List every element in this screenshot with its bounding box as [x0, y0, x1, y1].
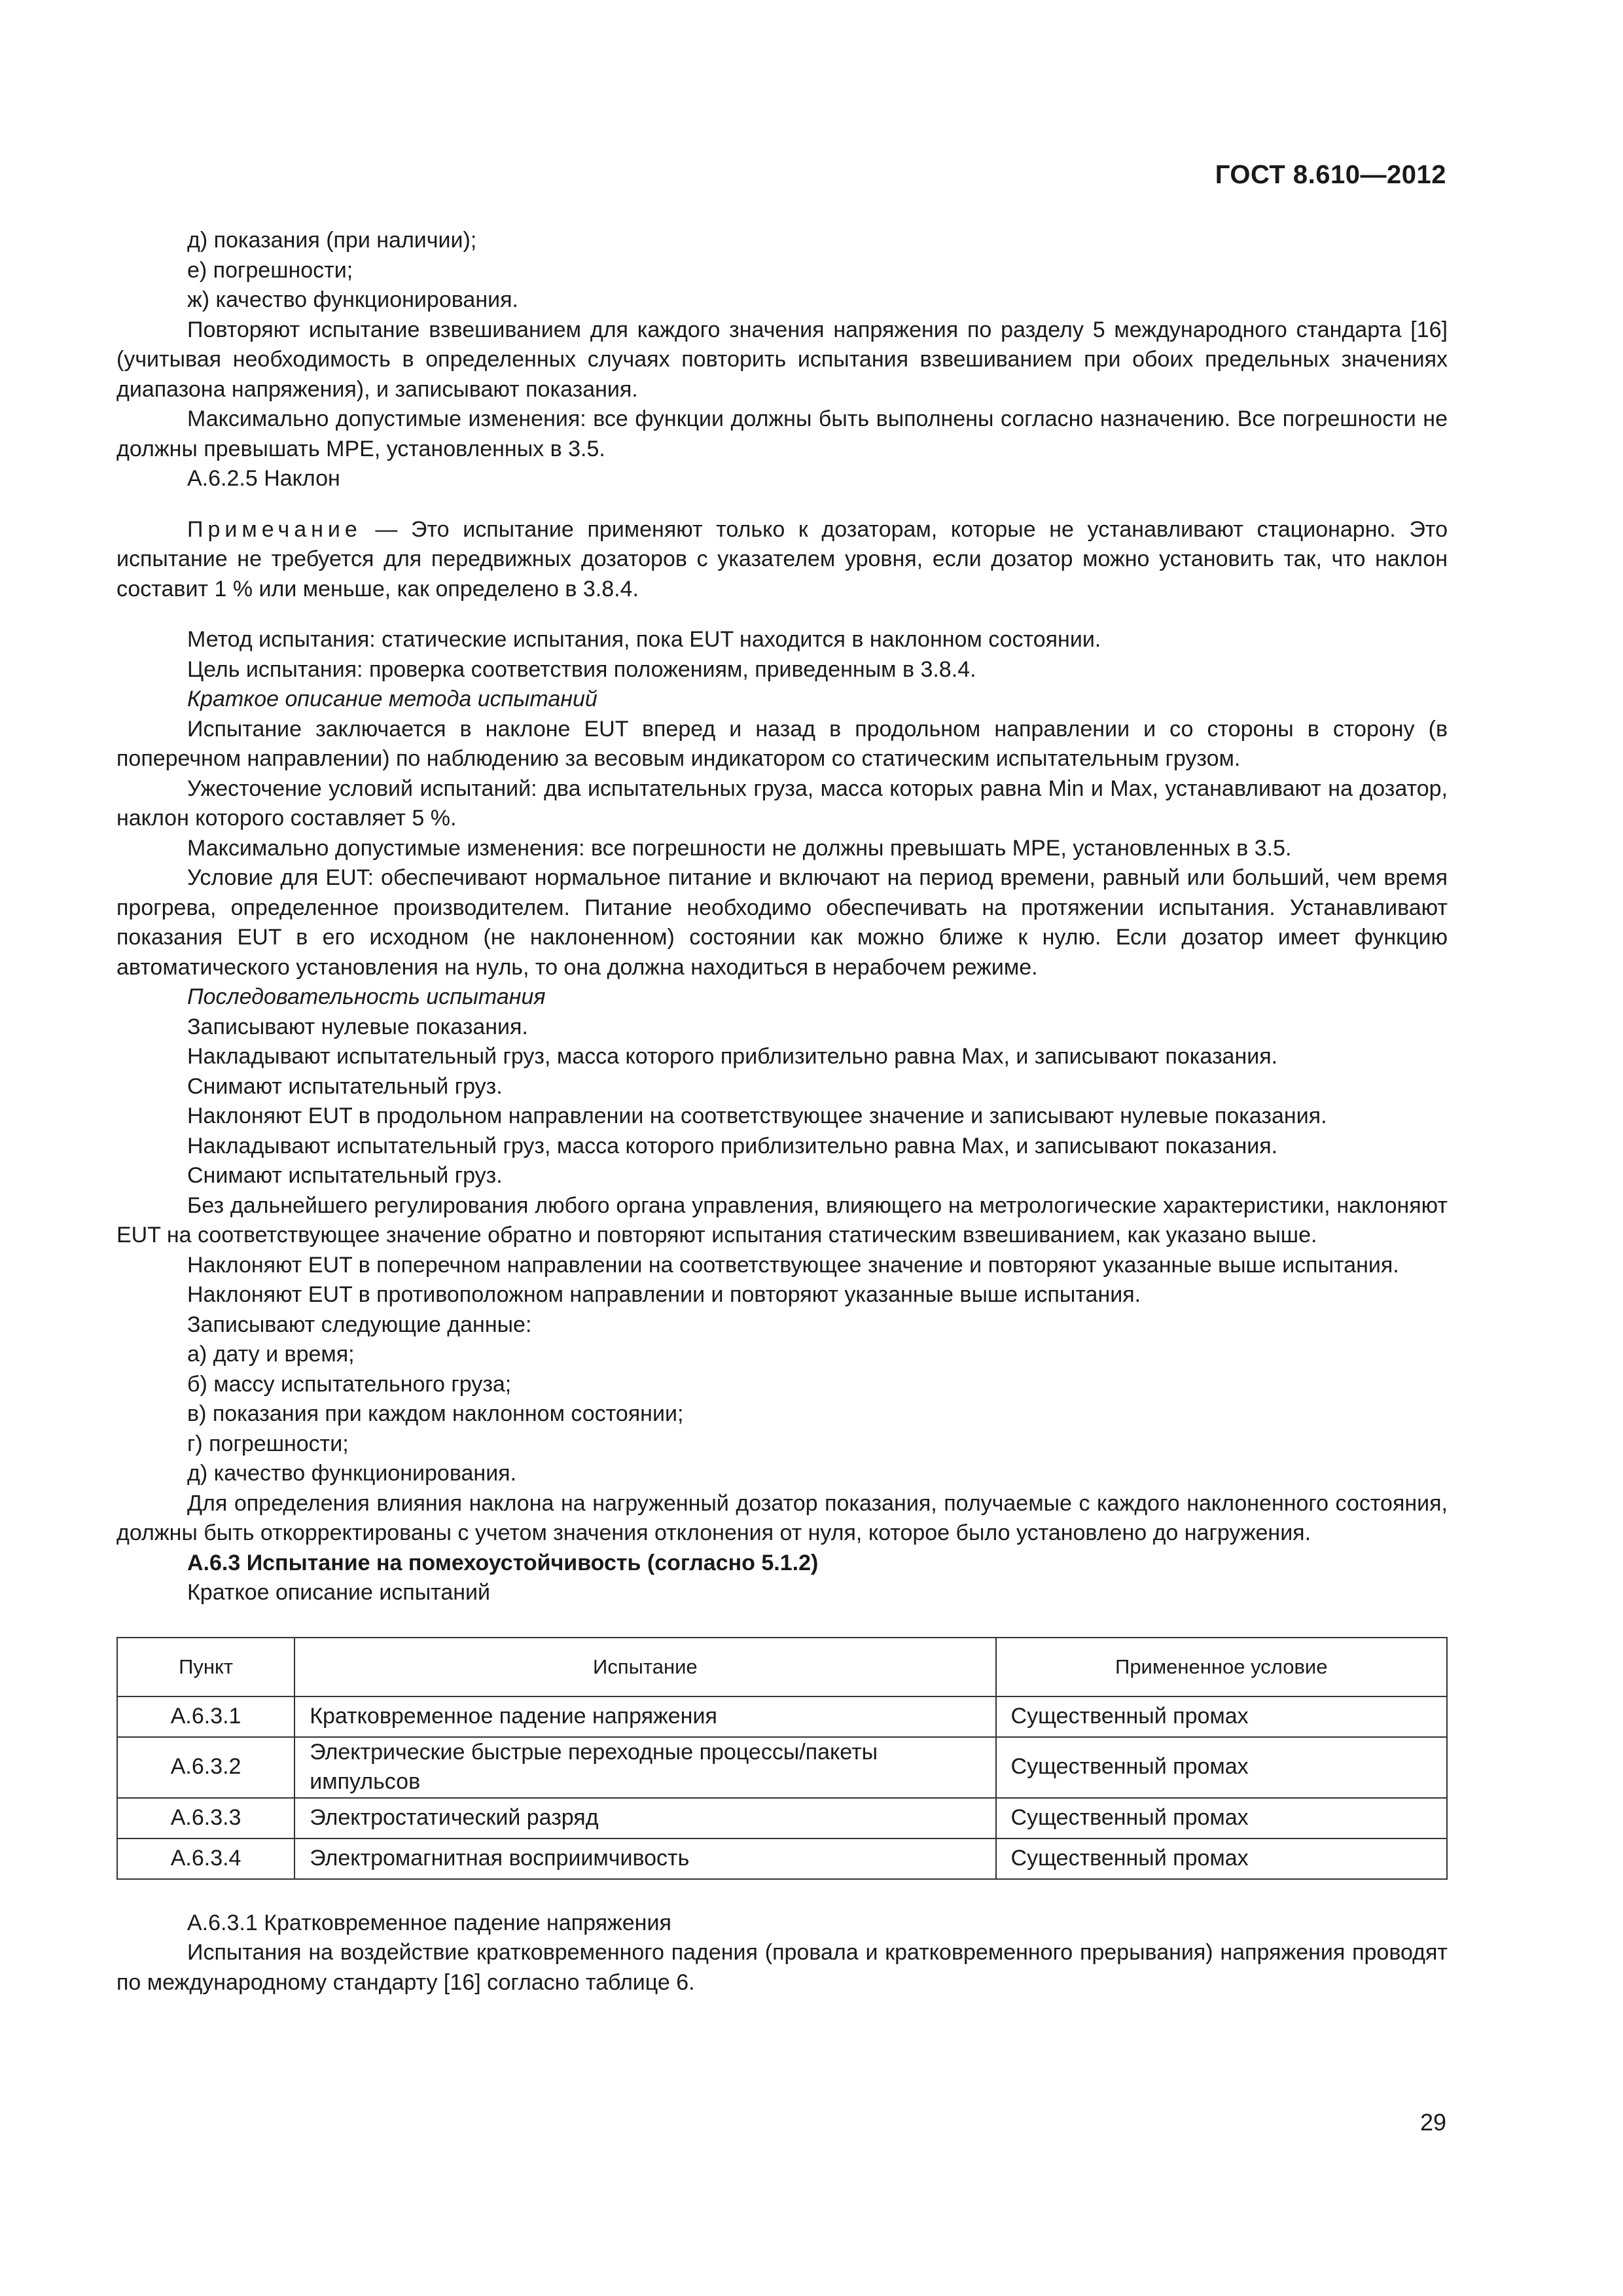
table-cell: А.6.3.4 — [117, 1839, 294, 1879]
column-header: Испытание — [294, 1638, 995, 1696]
paragraph: Для определения влияния наклона на нагруженный дозатор показания, получаемые с каждого наклоненного состояния, должны быть откорректированы с учетом значения отклонения от нуля, которое было установлено до нагружения. — [116, 1490, 1448, 1545]
paragraph: Наклоняют EUT в противоположном направлении и повторяют указанные выше испытания. — [187, 1282, 1141, 1307]
paragraph: Условие для EUT: обеспечивают нормальное питание и включают на период времени, равный или больший, чем время прогрева, определенное производителем. Питание необходимо обеспечивать на протяжении испытания. Устанавливают показания EUT в его исходном (не наклоненном) состоянии как можно ближе к нулю. Если дозатор имеет функцию автоматического установления на нуль, то она должна находиться в нерабочем режиме. — [116, 865, 1448, 980]
note-label: Примечание — [187, 516, 362, 542]
table-cell: Существенный промах — [996, 1737, 1447, 1798]
page-number: 29 — [1419, 2109, 1446, 2136]
table-row — [117, 1839, 1447, 1879]
table-row — [117, 1696, 1447, 1737]
column-header: Примененное условие — [996, 1638, 1447, 1696]
table-row — [117, 1798, 1447, 1839]
list-item: б) массу испытательного груза; — [187, 1371, 512, 1397]
paragraph: Максимально допустимые изменения: все погрешности не должны превышать MPE, установленных в 3.5. — [187, 835, 1292, 861]
table-row — [117, 1737, 1447, 1798]
paragraph: Максимально допустимые изменения: все функции должны быть выполнены согласно назначению. Все погрешности не должны превышать MPE, установленных в 3.5. — [116, 406, 1448, 461]
paragraph: Испытание заключается в наклоне EUT вперед и назад в продольном направлении и со стороны в сторону (в поперечном направлении) по наблюдению за весовым индикатором со статическим испытательным грузом. — [116, 716, 1448, 771]
paragraph: Ужесточение условий испытаний: два испытательных груза, масса которых равна Min и Max, устанавливают на дозатор, наклон которого составляет 5 %. — [116, 776, 1448, 831]
list-item: а) дату и время; — [187, 1342, 355, 1367]
paragraph: Испытания на воздействие кратковременного падения (провала и кратковременного прерывания) напряжения проводят по международному стандарту [16] согласно таблице 6. — [116, 1940, 1448, 1995]
paragraph: Снимают испытательный груз. — [187, 1163, 503, 1188]
table-cell: Существенный промах — [996, 1696, 1447, 1737]
paragraph: Записывают нулевые показания. — [187, 1014, 528, 1039]
note-text: — Это испытание применяют только к дозаторам, которые не устанавливают стационарно. Это испытание не требуется для передвижных дозаторов с указателем уровня, если дозатор можно установить так, что наклон составит 1 % или меньше, как определено в 3.8.4. — [116, 516, 1448, 601]
table-cell: А.6.3.1 — [117, 1696, 294, 1737]
table-header-row — [117, 1638, 1447, 1696]
note-paragraph — [116, 515, 1448, 605]
list-item: в) показания при каждом наклонном состоянии; — [187, 1401, 684, 1426]
section-heading-bold: А.6.3 Испытание на помехоустойчивость (согласно 5.1.2) — [187, 1550, 819, 1575]
section-heading: А.6.3.1 Кратковременное падение напряжения — [187, 1910, 671, 1935]
table-cell: Существенный промах — [996, 1798, 1447, 1839]
section-heading: А.6.2.5 Наклон — [187, 466, 340, 491]
column-header: Пункт — [117, 1638, 294, 1696]
table-cell: Электрические быстрые переходные процессы/пакеты импульсов — [294, 1737, 995, 1798]
document-header: ГОСТ 8.610—2012 — [1215, 160, 1446, 189]
table-cell: А.6.3.3 — [117, 1798, 294, 1839]
paragraph: Наклоняют EUT в поперечном направлении на соответствующее значение и повторяют указанные выше испытания. — [187, 1252, 1399, 1278]
subheading-italic: Краткое описание метода испытаний — [187, 687, 597, 711]
table-cell: Электростатический разряд — [294, 1798, 995, 1839]
paragraph: Цель испытания: проверка соответствия положениям, приведенным в 3.8.4. — [187, 656, 976, 682]
paragraph: Краткое описание испытаний — [187, 1580, 491, 1605]
paragraph: Наклоняют EUT в продольном направлении на соответствующее значение и записывают нулевые показания. — [187, 1103, 1327, 1128]
list-item: г) погрешности; — [187, 1431, 349, 1456]
paragraph: Снимают испытательный груз. — [187, 1073, 503, 1099]
document-body — [116, 226, 1448, 1998]
paragraph: Накладывают испытательный груз, масса которого приблизительно равна Max, и записывают показания. — [187, 1044, 1278, 1069]
list-item: д) качество функционирования. — [187, 1461, 517, 1486]
paragraph: Без дальнейшего регулирования любого органа управления, влияющего на метрологические характеристики, наклоняют EUT на соответствующее значение обратно и повторяют испытания статическим взвешиванием, как указано выше. — [116, 1193, 1448, 1247]
table-cell: Электромагнитная восприимчивость — [294, 1839, 995, 1879]
subheading-italic: Последовательность испытания — [187, 984, 546, 1009]
table-cell: Кратковременное падение напряжения — [294, 1696, 995, 1737]
paragraph: Записывают следующие данные: — [187, 1312, 532, 1337]
paragraph: Метод испытания: статические испытания, пока EUT находится в наклонном состоянии. — [187, 627, 1101, 652]
table-cell: Существенный промах — [996, 1839, 1447, 1879]
tests-table — [116, 1637, 1448, 1880]
table-cell: А.6.3.2 — [117, 1737, 294, 1798]
paragraph: Повторяют испытание взвешиванием для каждого значения напряжения по разделу 5 международного стандарта [16] (учитывая необходимость в определенных случаях повторить испытания взвешиванием при обоих предельных значениях диапазона напряжения), и записывают показания. — [116, 317, 1448, 402]
list-item: ж) качество функционирования. — [187, 287, 518, 312]
list-item: е) погрешности; — [187, 257, 353, 283]
paragraph: Накладывают испытательный груз, масса которого приблизительно равна Max, и записывают показания. — [187, 1133, 1278, 1158]
list-item: д) показания (при наличии); — [187, 228, 477, 253]
